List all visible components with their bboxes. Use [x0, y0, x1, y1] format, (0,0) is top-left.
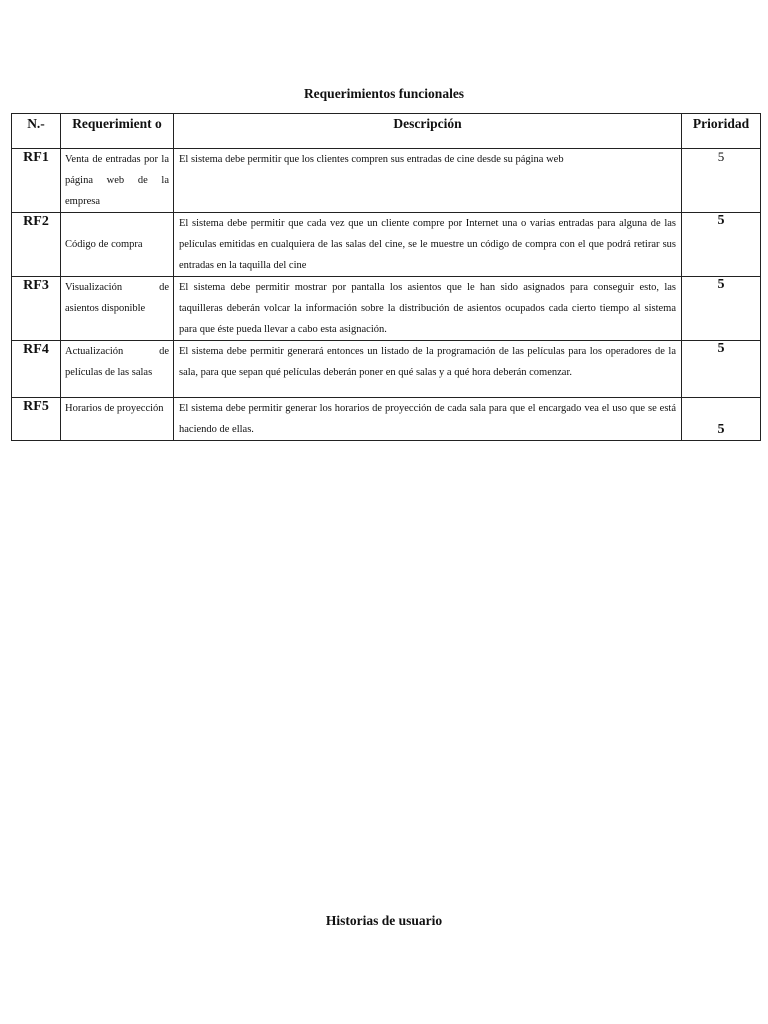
- requirement-id: RF3: [12, 277, 61, 341]
- header-priority: Prioridad: [682, 114, 761, 149]
- document-title: Requerimientos funcionales: [303, 86, 465, 101]
- requirement-description: El sistema debe permitir que cada vez que un cliente compre por Internet una o varias entradas para alguna de las películas emitidas en cualquiera de las salas del cine, se le muestre un código de compra con el que podrá retirar sus entradas en la taquilla del cine: [174, 213, 682, 277]
- section-title-user-stories: Historias de usuario: [325, 913, 443, 928]
- requirement-id: RF1: [12, 149, 61, 213]
- requirement-name: Actualización de películas de las salas: [61, 341, 174, 398]
- requirement-priority: 5: [682, 341, 761, 398]
- requirement-priority: 5: [682, 213, 761, 277]
- requirement-id: RF4: [12, 341, 61, 398]
- requirement-name: Horarios de proyección: [61, 398, 174, 441]
- requirement-description: El sistema debe permitir mostrar por pantalla los asientos que le han sido asignados para conseguir esto, las taquilleras deberán volcar la información sobre la distribución de asientos ocupados cada cierto tiempo al sistema para que éste pueda llevar a cabo esta asignación.: [174, 277, 682, 341]
- header-description: Descripción: [174, 114, 682, 149]
- requirement-description: El sistema debe permitir generará entonces un listado de la programación de las películas para los operadores de la sala, para que sepan qué películas deberán poner en qué salas y a qué hora deberán comenzar.: [174, 341, 682, 398]
- requirement-description: El sistema debe permitir generar los horarios de proyección de cada sala para que el encargado vea el uso que se está haciendo de ellas.: [174, 398, 682, 441]
- table-header-row: [12, 114, 761, 149]
- requirement-priority: 5: [682, 398, 761, 441]
- requirement-name: Código de compra: [61, 213, 174, 277]
- table-row: [12, 213, 761, 277]
- requirement-description: El sistema debe permitir que los clientes compren sus entradas de cine desde su página web: [174, 149, 682, 213]
- table-row: [12, 149, 761, 213]
- table-row: [12, 398, 761, 441]
- requirement-priority: 5: [682, 149, 761, 213]
- requirements-table: [11, 113, 761, 441]
- table-row: [12, 341, 761, 398]
- requirement-priority: 5: [682, 277, 761, 341]
- requirement-name: Visualización de asientos disponible: [61, 277, 174, 341]
- requirement-id: RF5: [12, 398, 61, 441]
- requirement-id: RF2: [12, 213, 61, 277]
- table-row: [12, 277, 761, 341]
- requirement-name: Venta de entradas por la página web de la empresa: [61, 149, 174, 213]
- header-number: N.-: [12, 114, 61, 149]
- header-requirement: Requerimient o: [61, 114, 174, 149]
